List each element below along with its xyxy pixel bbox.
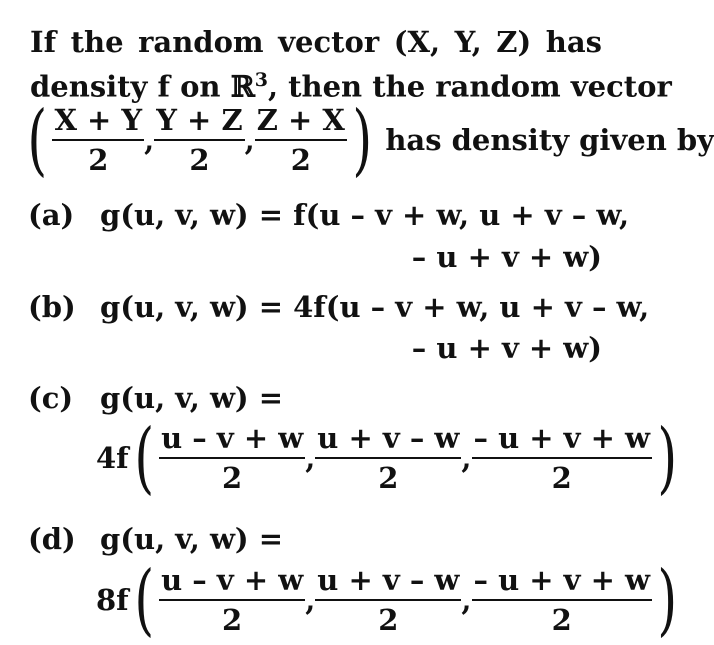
question-line-3 [22, 95, 714, 185]
right-paren: ) [352, 95, 373, 185]
numerator: u + v – w [315, 421, 461, 459]
numerator: Y + Z [154, 103, 244, 141]
right-paren: ) [657, 413, 678, 503]
comma: , [461, 583, 472, 617]
comma: , [305, 441, 316, 475]
right-paren: ) [657, 555, 678, 645]
comma: , [244, 123, 255, 157]
fraction-y-plus-z [154, 103, 244, 177]
numerator: – u + v + w [472, 563, 652, 601]
option-c-label: (c) [28, 381, 74, 415]
fraction-3 [472, 421, 652, 495]
fraction-2 [315, 563, 461, 637]
denominator: 2 [290, 143, 311, 177]
numerator: u – v + w [159, 421, 305, 459]
option-a-line-1: g(u, v, w) = f(u – v + w, u + v – w, [100, 198, 630, 232]
denominator: 2 [88, 143, 109, 177]
question-line-1 [30, 25, 602, 59]
option-d-expression [96, 555, 682, 645]
question-line-1-text: If the random vector (X, Y, Z) has [30, 25, 602, 59]
numerator: Z + X [255, 103, 347, 141]
fraction-1 [159, 563, 305, 637]
denominator: 2 [189, 143, 210, 177]
exponent: 3 [254, 69, 268, 91]
numerator: – u + v + w [472, 421, 652, 459]
option-b-label: (b) [28, 290, 76, 324]
comma: , [305, 583, 316, 617]
option-a-label: (a) [28, 198, 75, 232]
question-line-3-text: has density given by [385, 123, 714, 157]
question-line-2-pre: density f on [30, 69, 231, 104]
option-b-line-2: – u + v + w) [411, 331, 602, 365]
fraction-3 [472, 563, 652, 637]
coefficient: 8f [96, 583, 129, 617]
question-line-2 [30, 63, 672, 104]
comma: , [144, 123, 155, 157]
numerator: X + Y [52, 103, 144, 141]
left-paren: ( [27, 95, 48, 185]
denominator: 2 [551, 603, 572, 637]
numerator: u – v + w [159, 563, 305, 601]
option-d-line-1: g(u, v, w) = [100, 522, 284, 556]
left-paren: ( [133, 555, 154, 645]
real-numbers-symbol: ℝ [230, 69, 255, 104]
fraction-x-plus-y [52, 103, 144, 177]
fraction-z-plus-x [255, 103, 347, 177]
denominator: 2 [551, 461, 572, 495]
denominator: 2 [378, 603, 399, 637]
option-c-line-1: g(u, v, w) = [100, 381, 284, 415]
option-b-line-1: g(u, v, w) = 4f(u – v + w, u + v – w, [100, 290, 650, 324]
question-line-2-post: , then the random vector [267, 69, 672, 104]
fraction-2 [315, 421, 461, 495]
denominator: 2 [222, 603, 243, 637]
option-a-line-2: – u + v + w) [411, 240, 602, 274]
option-c-expression [96, 413, 682, 503]
numerator: u + v – w [315, 563, 461, 601]
left-paren: ( [133, 413, 154, 503]
fraction-1 [159, 421, 305, 495]
denominator: 2 [222, 461, 243, 495]
denominator: 2 [378, 461, 399, 495]
coefficient: 4f [96, 441, 129, 475]
comma: , [461, 441, 472, 475]
option-d-label: (d) [28, 522, 76, 556]
